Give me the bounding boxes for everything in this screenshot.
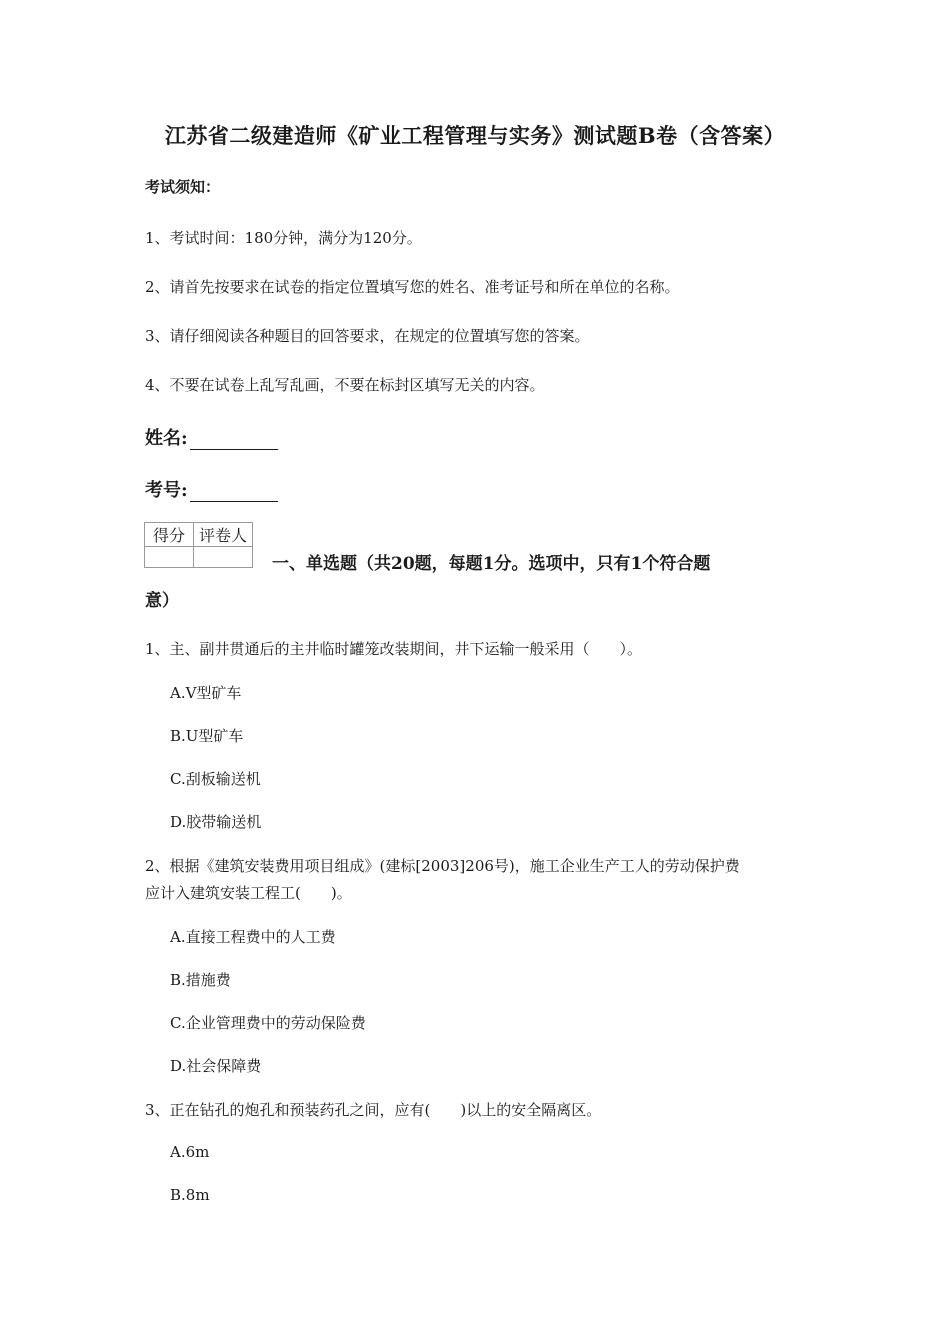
question-option: A.直接工程费中的人工费 [170,928,336,946]
question-stem: 3、正在钻孔的炮孔和预装药孔之间，应有( )以上的安全隔离区。 [145,1101,602,1119]
question-option: B.U型矿车 [170,727,244,745]
name-input-line[interactable] [190,431,278,450]
question-option: D.胶带输送机 [170,813,262,831]
section-heading-cont: 意） [145,591,179,611]
question-option: A.V型矿车 [170,684,242,702]
question-option: D.社会保障费 [170,1057,262,1075]
question-stem: 1、主、副井贯通后的主井临时罐笼改装期间，井下运输一般采用（ ）。 [145,640,643,658]
notice-item: 1、考试时间：180分钟，满分为120分。 [145,229,422,247]
question-option: C.企业管理费中的劳动保险费 [170,1014,366,1032]
question-option: A.6m [170,1143,210,1161]
score-table [144,522,253,568]
id-field [145,476,278,502]
section-heading: 一、单选题（共20题，每题1分。选项中，只有1个符合题 [272,554,711,574]
notice-heading: 考试须知： [145,178,221,196]
grader-header: 评卷人 [194,523,253,547]
score-cell[interactable] [145,547,194,568]
question-option: C.刮板输送机 [170,770,261,788]
notice-item: 2、请首先按要求在试卷的指定位置填写您的姓名、准考证号和所在单位的名称。 [145,278,680,296]
grader-cell[interactable] [194,547,253,568]
question-stem-cont: 应计入建筑安装工程工( )。 [145,884,352,902]
notice-item: 4、不要在试卷上乱写乱画，不要在标封区填写无关的内容。 [145,376,545,394]
question-option: B.措施费 [170,971,231,989]
name-field [145,424,278,450]
question-option: B.8m [170,1186,210,1204]
score-header: 得分 [145,523,194,547]
page-title: 江苏省二级建造师《矿业工程管理与实务》测试题B卷（含答案） [164,123,786,148]
question-stem: 2、根据《建筑安装费用项目组成》(建标[2003]206号)，施工企业生产工人的劳动保护费 [145,857,740,875]
name-label: 姓名: [145,428,188,449]
id-input-line[interactable] [190,483,278,502]
id-label: 考号: [145,480,188,501]
notice-item: 3、请仔细阅读各种题目的回答要求，在规定的位置填写您的答案。 [145,327,590,345]
